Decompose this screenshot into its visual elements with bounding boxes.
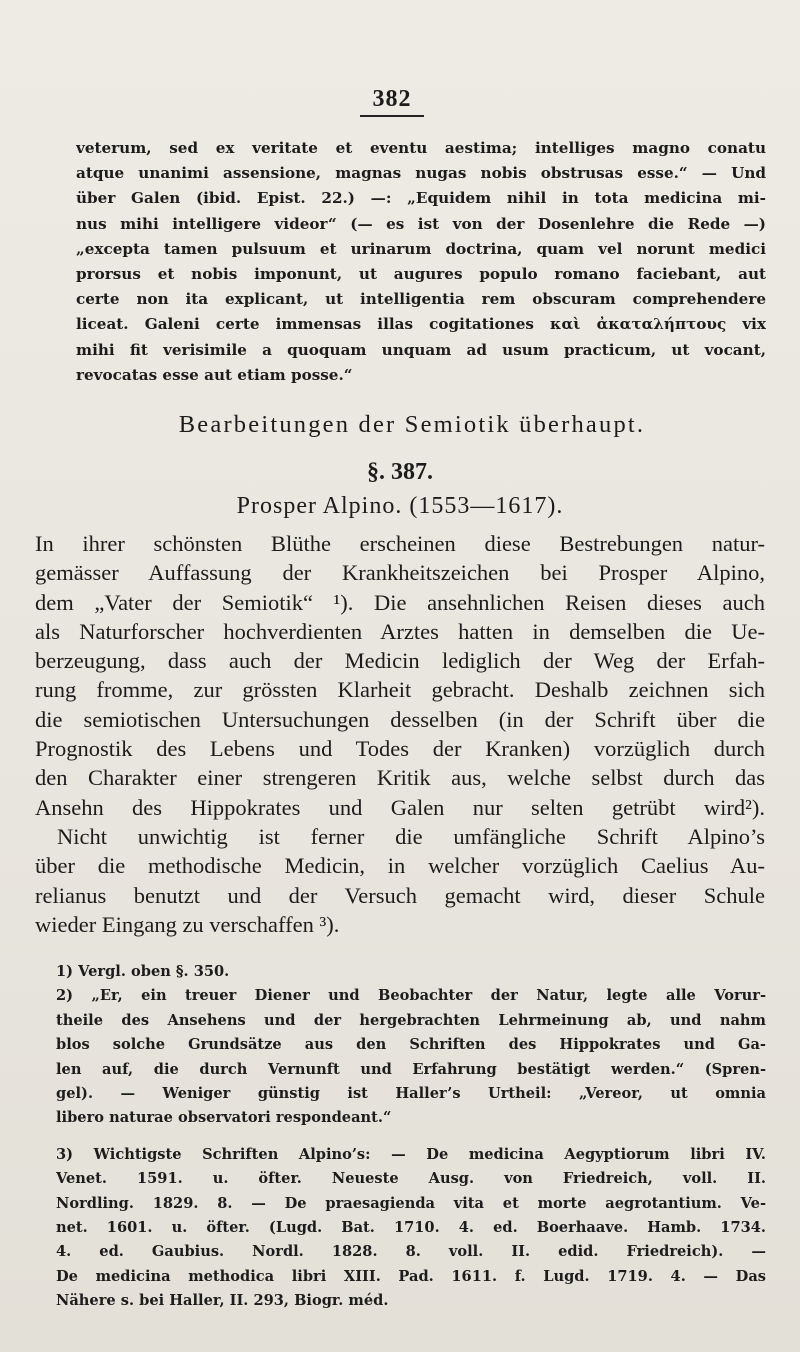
text-line: gemässer Auffassung der Krankheitszeichen bei Prosper Alpino, xyxy=(35,560,765,586)
quote-continuation xyxy=(76,136,766,388)
text-line: über Galen (ibid. Epist. 22.) —: „Equidem nihil in tota medicina mi- xyxy=(76,189,766,208)
text-line: rung fromme, zur grössten Klarheit gebracht. Deshalb zeichnen sich xyxy=(35,677,765,703)
text-line: liceat. Galeni certe immensas illas cogitationes καὶ ἀκαταλήπτους vix xyxy=(76,315,766,334)
footnote-spacer xyxy=(56,1131,766,1143)
footnote-3-line: net. 1601. u. öfter. (Lugd. Bat. 1710. 4. ed. Boerhaave. Hamb. 1734. xyxy=(56,1218,766,1236)
text-line: In ihrer schönsten Blüthe erscheinen diese Bestrebungen natur- xyxy=(35,531,765,556)
text-line: berzeugung, dass auch der Medicin lediglich der Weg der Erfah- xyxy=(35,648,765,674)
footnote-3-line: 4. ed. Gaubius. Nordl. 1828. 8. voll. II. edid. Friedreich). — xyxy=(56,1243,766,1261)
text-line: die semiotischen Untersuchungen desselben (in der Schrift über die xyxy=(35,706,765,732)
footnote-2-line: theile des Ansehens und der hergebrachten Lehrmeinung ab, und nahm xyxy=(56,1011,766,1029)
paragraph-title: Prosper Alpino. (1553—1617). xyxy=(236,493,564,519)
section-heading: Bearbeitungen der Semiotik überhaupt. xyxy=(178,411,646,438)
text-line: als Naturforscher hochverdienten Arztes hatten in demselben die Ue- xyxy=(35,618,765,644)
footnote-2-line: blos solche Grundsätze aus den Schriften des Hippokrates und Ga- xyxy=(56,1036,766,1054)
text-line: veterum, sed ex veritate et eventu aestima; intelliges magno conatu xyxy=(76,139,766,157)
footnote-2-line: libero naturae observatori respondeant.“ xyxy=(56,1109,392,1127)
page-number: 382 xyxy=(360,86,424,117)
body-text xyxy=(35,529,765,939)
footnote-1: 1) Vergl. oben §. 350. xyxy=(56,963,230,980)
text-line: „excepta tamen pulsuum et urinarum doctrina, quam vel norunt medici xyxy=(76,239,766,258)
text-line: Ansehn des Hippokrates und Galen nur selten getrübt wird²). xyxy=(35,794,765,820)
text-line: mihi fit verisimile a quoquam unquam ad usum practicum, ut vocant, xyxy=(76,340,766,359)
paragraph-number: §. 387. xyxy=(367,459,433,485)
footnote-3-line: 3) Wichtigste Schriften Alpino’s: — De medicina Aegyptiorum libri IV. xyxy=(56,1145,766,1163)
footnote-3-line: De medicina methodica libri XIII. Pad. 1611. f. Lugd. 1719. 4. — Das xyxy=(56,1267,766,1285)
text-line: relianus benutzt und der Versuch gemacht wird, dieser Schule xyxy=(35,882,765,908)
footnotes xyxy=(56,960,766,1313)
text-line: certe non ita explicant, ut intelligentia rem obscuram comprehendere xyxy=(76,290,766,309)
text-line: den Charakter einer strengeren Kritik aus, welche selbst durch das xyxy=(35,765,765,791)
text-line: wieder Eingang zu verschaffen ³). xyxy=(35,911,340,937)
footnote-3-line: Venet. 1591. u. öfter. Neueste Ausg. von Friedreich, voll. II. xyxy=(56,1170,766,1188)
text-line: nus mihi intelligere videor“ (— es ist von der Dosenlehre die Rede —) xyxy=(76,214,766,233)
text-line: Prognostik des Lebens und Todes der Kranken) vorzüglich durch xyxy=(35,736,765,762)
footnote-2-line: 2) „Er, ein treuer Diener und Beobachter der Natur, legte alle Vorur- xyxy=(56,987,766,1005)
footnote-3-line: Nähere s. bei Haller, II. 293, Biogr. méd. xyxy=(56,1292,389,1310)
footnote-3-line: Nordling. 1829. 8. — De praesagienda vita et morte aegrotantium. Ve- xyxy=(56,1194,766,1212)
footnote-2-line: gel). — Weniger günstig ist Haller’s Urtheil: „Vereor, ut omnia xyxy=(56,1084,766,1102)
text-line: dem „Vater der Semiotik“ ¹). Die ansehnlichen Reisen dieses auch xyxy=(35,589,765,615)
text-line: prorsus et nobis imponunt, ut augures populo romano faciebant, aut xyxy=(76,264,766,283)
text-line: atque unanimi assensione, magnas nugas nobis obstrusas esse.“ — Und xyxy=(76,164,766,183)
text-line: Nicht unwichtig ist ferner die umfängliche Schrift Alpino’s xyxy=(57,823,765,849)
text-line: revocatas esse aut etiam posse.“ xyxy=(76,365,353,384)
text-line: über die methodische Medicin, in welcher vorzüglich Caelius Au- xyxy=(35,853,765,879)
footnote-2-line: len auf, die durch Vernunft und Erfahrung bestätigt werden.“ (Spren- xyxy=(56,1060,766,1078)
